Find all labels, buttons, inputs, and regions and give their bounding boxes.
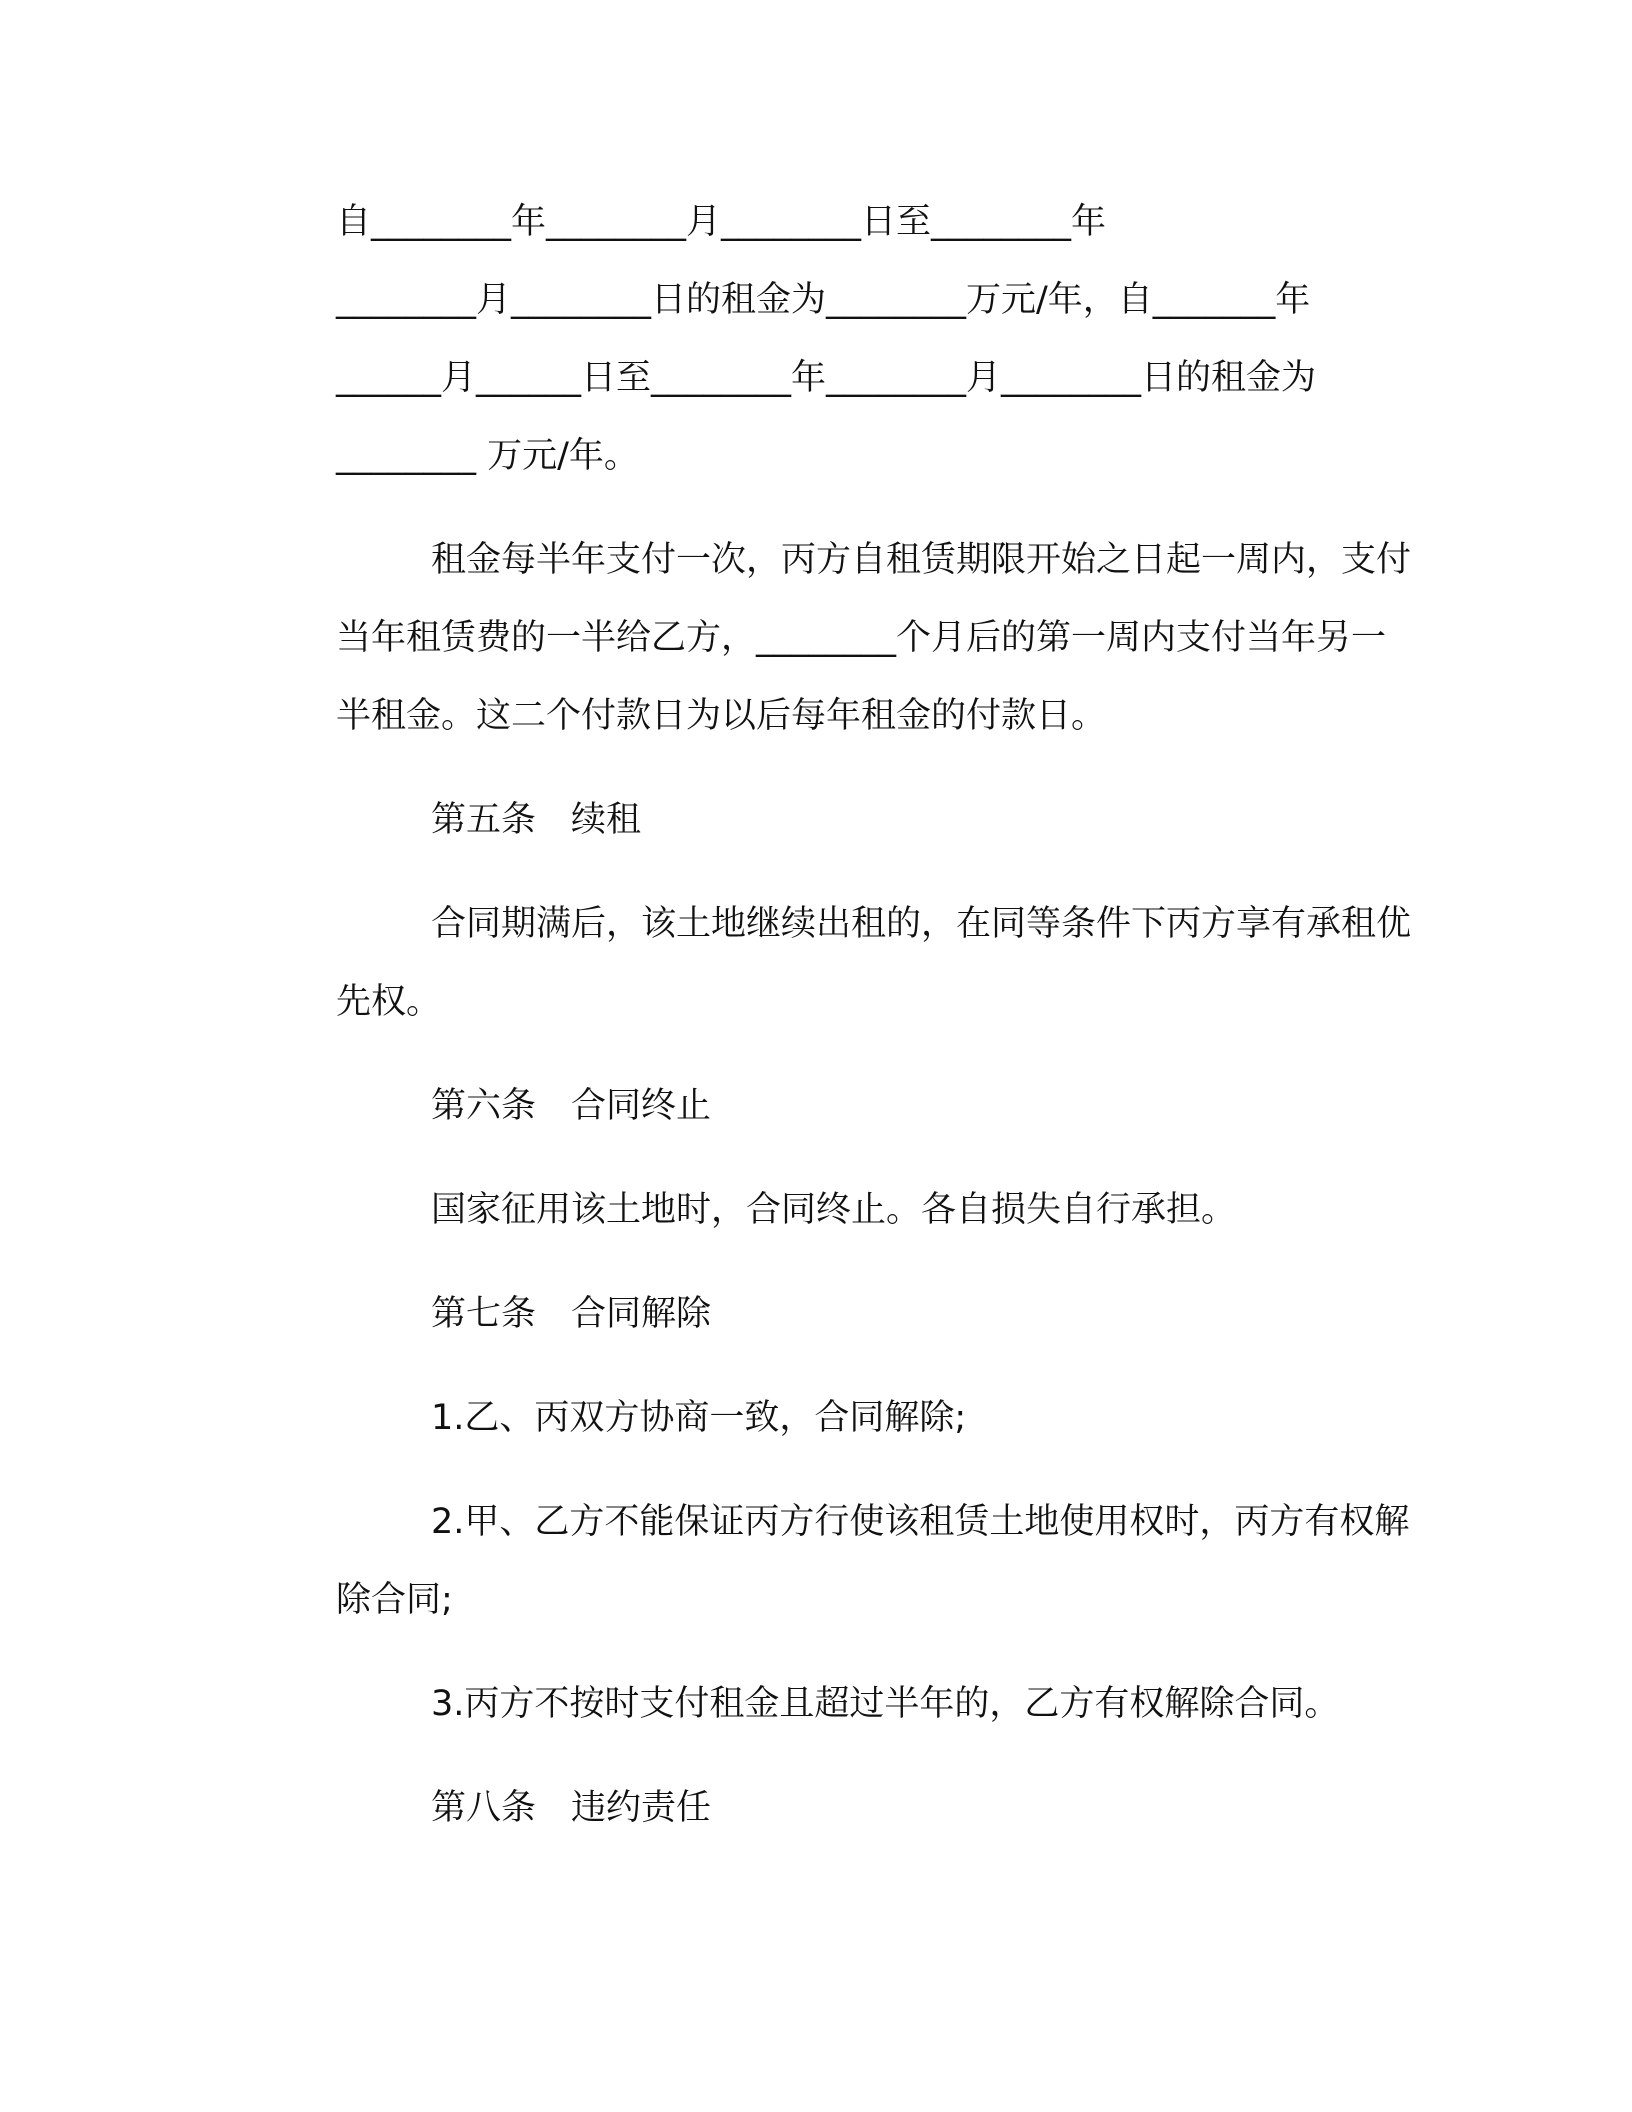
list-item: 3.丙方不按时支付租金且超过半年的，乙方有权解除合同。 bbox=[431, 1684, 1340, 1724]
text-line: 租金每半年支付一次，丙方自租赁期限开始之日起一周内，支付 bbox=[431, 540, 1412, 580]
text-line: 国家征用该土地时，合同终止。各自损失自行承担。 bbox=[431, 1190, 1237, 1230]
article-5-heading bbox=[241, 781, 1377, 859]
paragraph-payment-terms bbox=[241, 521, 1412, 755]
paragraph-rent-periods bbox=[241, 183, 1377, 495]
text-line: 半租金。这二个付款日为以后每年租金的付款日。 bbox=[336, 696, 1107, 736]
document-body bbox=[241, 183, 1412, 1873]
text-line: 合同期满后，该土地继续出租的，在同等条件下丙方享有承租优 bbox=[431, 904, 1412, 944]
text-line: 当年租赁费的一半给乙方，________个月后的第一周内支付当年另一 bbox=[336, 618, 1387, 658]
article-7-item-1 bbox=[241, 1379, 1377, 1457]
text-line: 除合同; bbox=[336, 1580, 453, 1620]
section-heading: 第七条 合同解除 bbox=[431, 1294, 712, 1334]
article-7-item-2 bbox=[241, 1483, 1410, 1639]
article-8-heading bbox=[241, 1769, 1377, 1847]
text-line: ________月________日的租金为________万元/年，自_______年 bbox=[336, 280, 1311, 320]
section-heading: 第五条 续租 bbox=[431, 800, 642, 840]
list-item: 1.乙、丙双方协商一致，合同解除; bbox=[431, 1398, 967, 1438]
list-item: 2.甲、乙方不能保证丙方行使该租赁土地使用权时，丙方有权解 bbox=[431, 1502, 1410, 1542]
article-7-item-3 bbox=[241, 1665, 1377, 1743]
section-heading: 第八条 违约责任 bbox=[431, 1788, 712, 1828]
text-line: 自________年________月________日至________年 bbox=[336, 202, 1107, 242]
section-heading: 第六条 合同终止 bbox=[431, 1086, 712, 1126]
text-line: ______月______日至________年________月________日的租金为 bbox=[336, 358, 1317, 398]
article-6-heading bbox=[241, 1067, 1377, 1145]
article-5-body bbox=[241, 885, 1412, 1041]
text-line: ________ 万元/年。 bbox=[336, 436, 639, 476]
text-line: 先权。 bbox=[336, 982, 442, 1022]
article-6-body bbox=[241, 1171, 1377, 1249]
article-7-heading bbox=[241, 1275, 1377, 1353]
